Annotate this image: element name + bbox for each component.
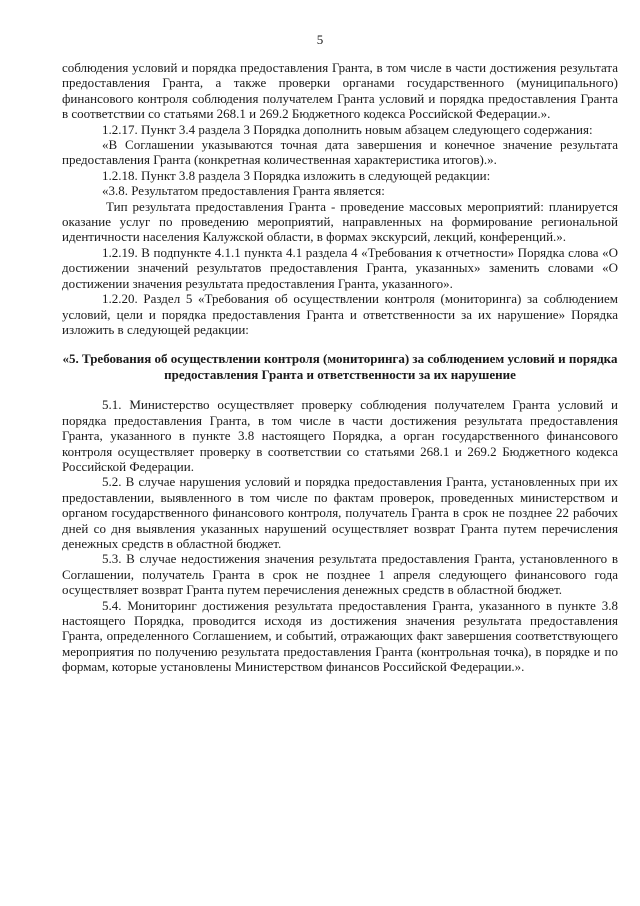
paragraph: 1.2.20. Раздел 5 «Требования об осуществлении контроля (мониторинга) за соблюдением условий, цели и порядка предоставления Гранта и ответственности за их нарушение» Порядка изложить в следующей редакции: [62,291,618,337]
section-paragraph: 5.1. Министерство осуществляет проверку соблюдения получателем Гранта условий и порядка предоставления Гранта, в том числе в части достижения результата предоставления Гранта, указанного в пункте 3.8 настоящего Порядка, а орган государственного финансового контроля осуществляет проверку в соответствии со статьями 268.1 и 269.2 Бюджетного кодекса Российской Федерации. [62,397,618,474]
paragraph: Тип результата предоставления Гранта - проведение массовых мероприятий: планируется оказание услуг по проведению мероприятий, направленных на формирование региональной идентичности населения Калужской области, в формах экскурсий, лекций, конференций.». [62,198,618,245]
section-paragraph: 5.4. Мониторинг достижения результата предоставления Гранта, указанного в пункте 3.8 настоящего Порядка, проводится исходя из достижения значения результата предоставления Гранта, определенного Соглашением, и событий, отражающих факт завершения соответствующего мероприятия по получению результата предоставления Гранта (контрольная точка), в порядке и по формам, которые установлены Министерством финансов Российской Федерации.». [62,597,618,675]
paragraph: 1.2.19. В подпункте 4.1.1 пункта 4.1 раздела 4 «Требования к отчетности» Порядка слова «О достижении значений результатов предоставления Гранта, указанных» заменить словами «О достижении значения результата предоставления Гранта, указанного». [62,244,618,291]
document-body [62,60,618,675]
paragraph: 1.2.18. Пункт 3.8 раздела 3 Порядка изложить в следующей редакции: [102,167,491,183]
section-heading: «5. Требования об осуществлении контроля (мониторинга) за соблюдением условий и порядка предоставления Гранта и ответственности за их нарушение [62,351,618,383]
page-number: 5 [316,32,324,47]
paragraph: «В Соглашении указываются точная дата завершения и конечное значение результата предоставления Гранта (конкретная количественная характеристика итогов).». [62,137,618,168]
paragraph: «3.8. Результатом предоставления Гранта является: [102,183,385,199]
section-paragraph: 5.2. В случае нарушения условий и порядка предоставления Гранта, установленных при их предоставлении, выявленного в том числе по фактам проверок, проведенных министерством и органом государственного финансового контроля, получатель Гранта в срок не позднее 22 рабочих дней со дня выявления указанных нарушений осуществляет возврат Гранта путем перечисления денежных средств в областной бюджет. [62,474,618,551]
paragraph: 1.2.17. Пункт 3.4 раздела 3 Порядка дополнить новым абзацем следующего содержания: [102,121,593,137]
section-paragraph: 5.3. В случае недостижения значения результата предоставления Гранта, установленного в Соглашении, получатель Гранта в срок не позднее 1 апреля следующего финансового года осуществляет возврат Гранта путем перечисления денежных средств в областной бюджет. [62,551,618,598]
paragraph: соблюдения условий и порядка предоставления Гранта, в том числе в части достижения результата предоставления Гранта, а также проверки органами государственного (муниципального) финансового контроля соблюдения получателем Гранта условий и порядка предоставления Гранта в соответствии со статьями 268.1 и 269.2 Бюджетного кодекса Российской Федерации.». [62,60,618,122]
